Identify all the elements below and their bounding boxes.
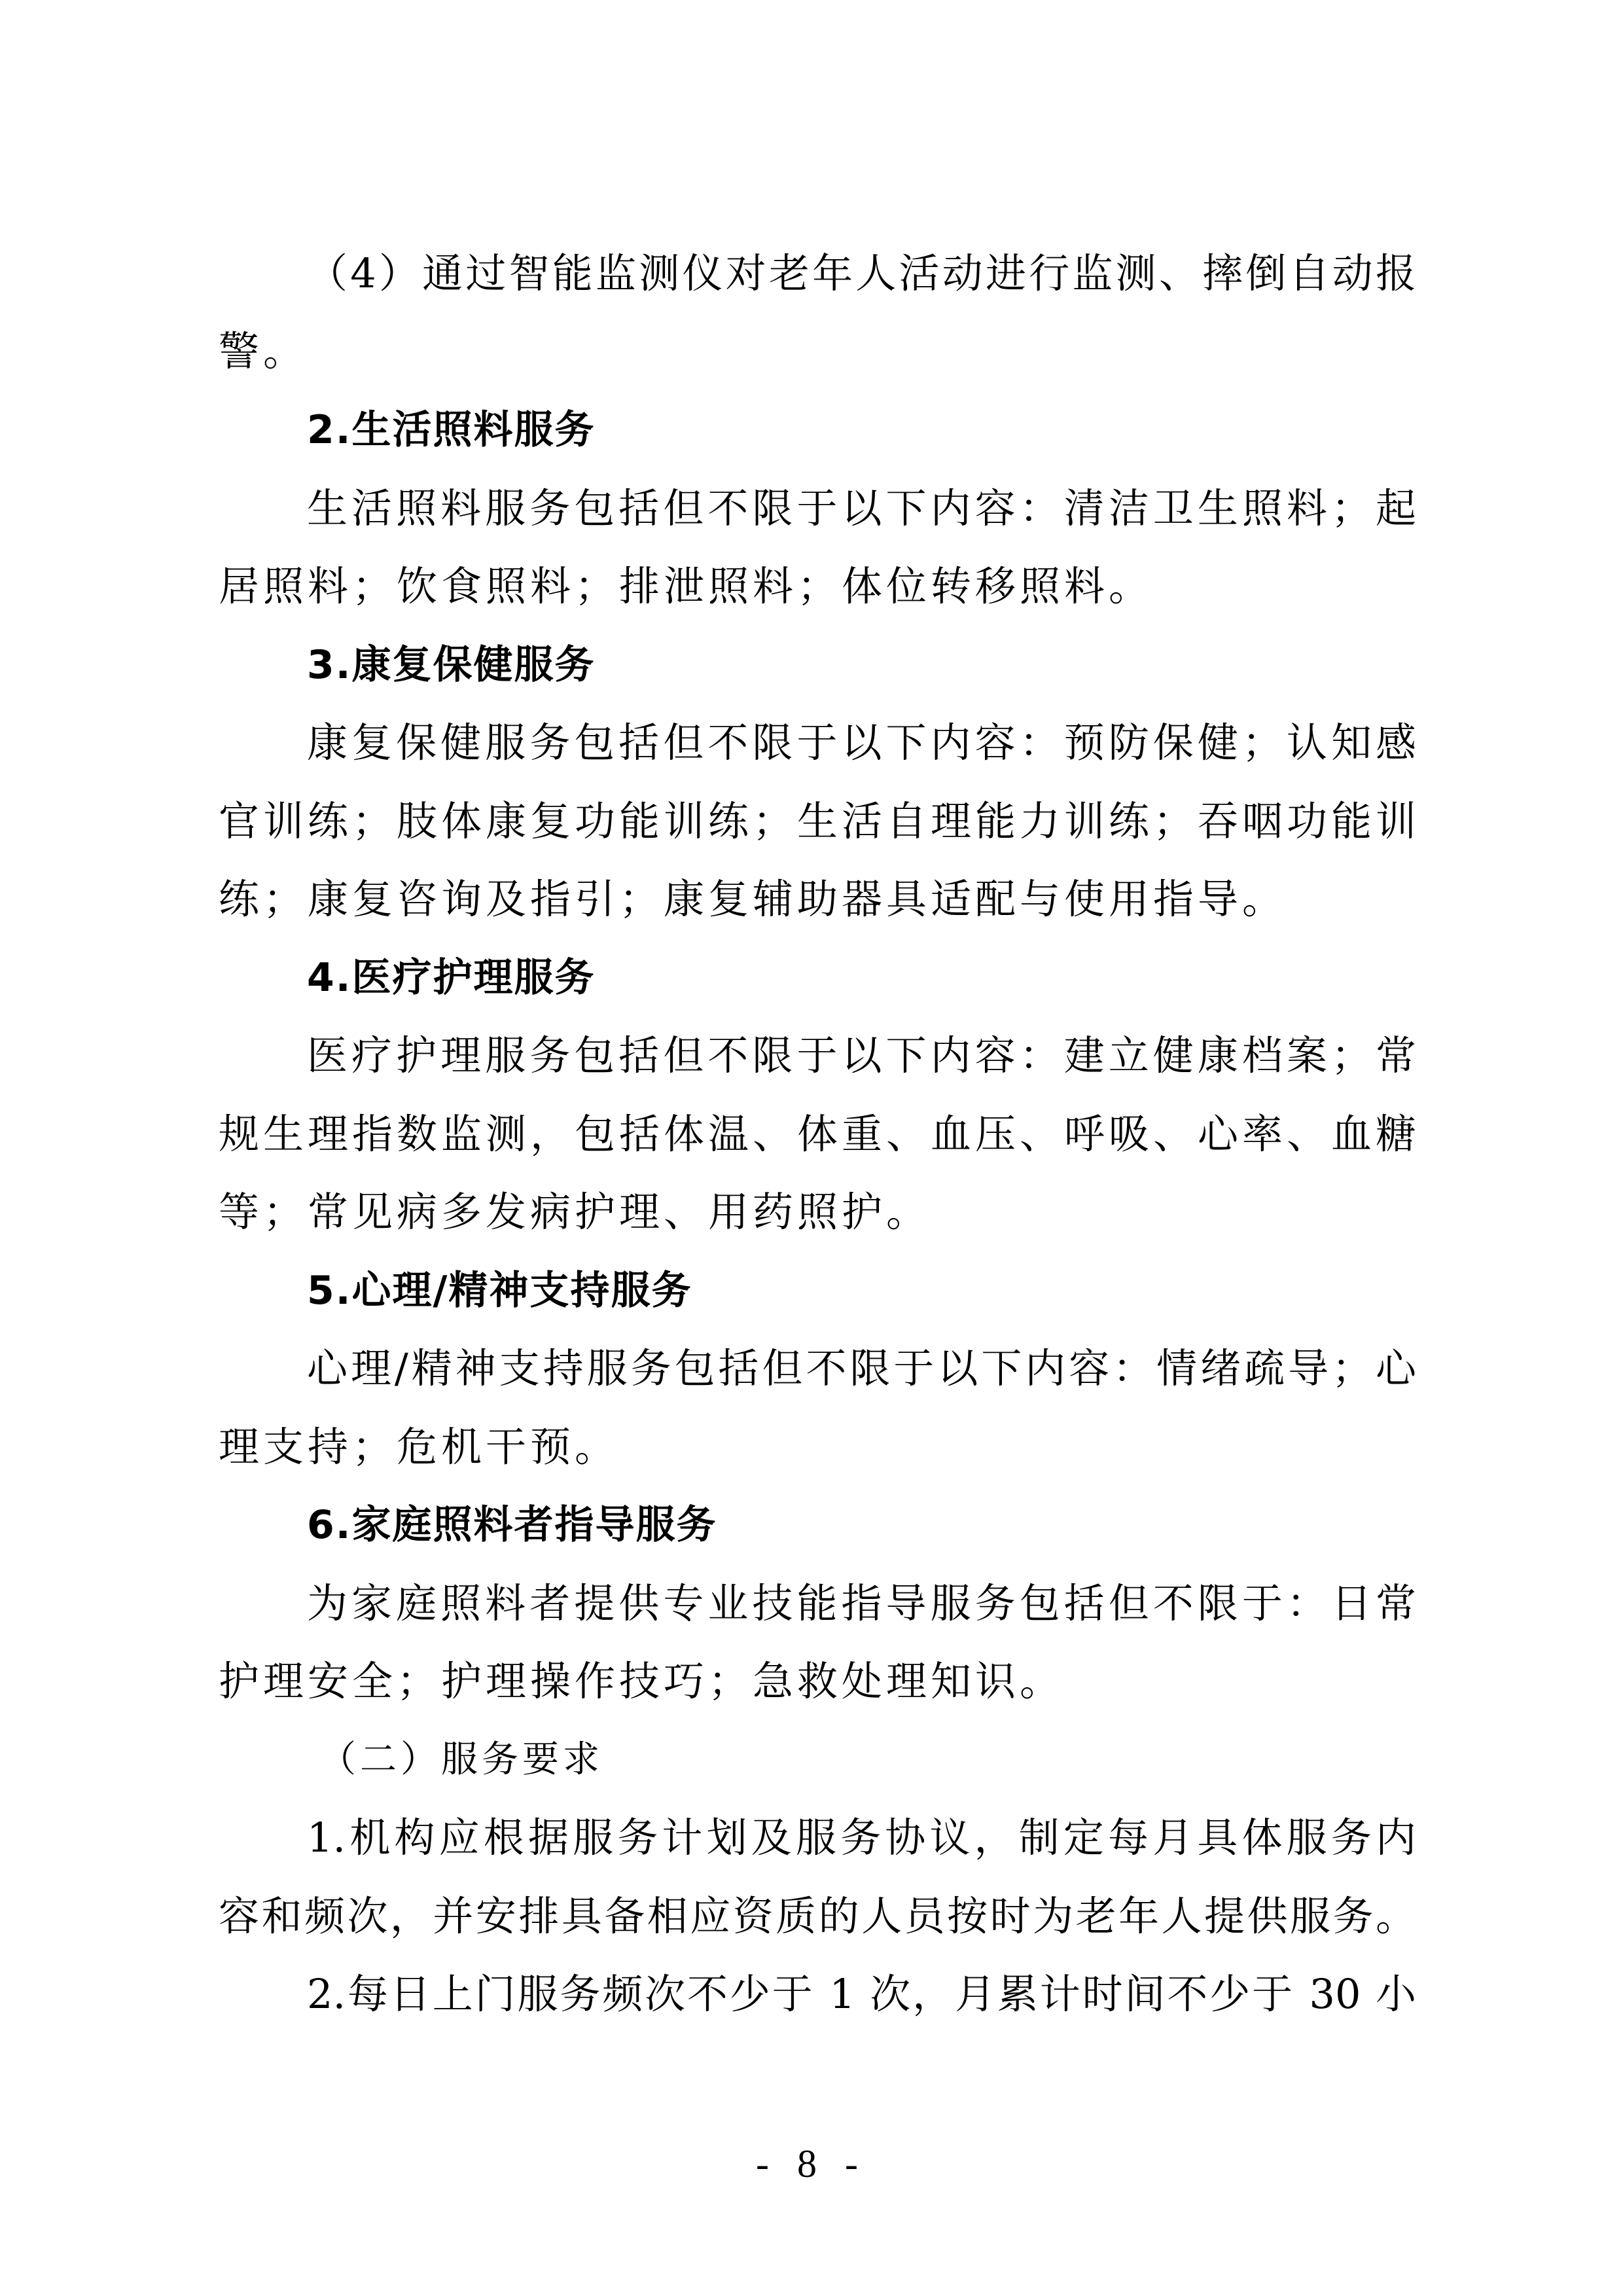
paragraph-line: 为家庭照料者提供专业技能指导服务包括但不限于：日常 [307, 1579, 1416, 1627]
paragraph-line: （4）通过智能监测仪对老年人活动进行监测、摔倒自动报 [307, 249, 1416, 297]
paragraph-line: 容和频次，并安排具备相应资质的人员按时为老年人提供服务。 [219, 1892, 1416, 1940]
section-heading-rehab: 3.康复保健服务 [307, 642, 596, 688]
section-heading-psychological: 5.心理/精神支持服务 [307, 1268, 692, 1314]
paragraph-line: 警。 [219, 327, 308, 375]
paragraph-line: 规生理指数监测，包括体温、体重、血压、呼吸、心率、血糖 [219, 1110, 1416, 1158]
paragraph-line: 康复保健服务包括但不限于以下内容：预防保健；认知感 [307, 719, 1416, 766]
paragraph-line: 2.每日上门服务频次不少于 1 次，月累计时间不少于 30 小 [307, 1970, 1416, 2018]
paragraph-line: 等；常见病多发病护理、用药照护。 [219, 1188, 931, 1236]
subsection-heading-requirements: （二）服务要求 [319, 1738, 603, 1781]
page-number: - 8 - [756, 2142, 867, 2185]
paragraph-line: 1.机构应根据服务计划及服务协议，制定每月具体服务内 [307, 1814, 1416, 1861]
paragraph-line: 理支持；危机干预。 [219, 1423, 620, 1471]
paragraph-line: 居照料；饮食照料；排泄照料；体位转移照料。 [219, 562, 1154, 610]
paragraph-line: 心理/精神支持服务包括但不限于以下内容：情绪疏导；心 [307, 1344, 1416, 1392]
section-heading-daily-care: 2.生活照料服务 [307, 407, 596, 453]
paragraph-line: 官训练；肢体康复功能训练；生活自理能力训练；吞咽功能训 [219, 797, 1416, 845]
section-heading-caregiver: 6.家庭照料者指导服务 [307, 1502, 717, 1548]
section-heading-medical: 4.医疗护理服务 [307, 955, 596, 1001]
paragraph-line: 练；康复咨询及指引；康复辅助器具适配与使用指导。 [219, 875, 1287, 923]
paragraph-line: 医疗护理服务包括但不限于以下内容：建立健康档案；常 [307, 1031, 1416, 1079]
paragraph-line: 护理安全；护理操作技巧；急救处理知识。 [219, 1657, 1065, 1705]
paragraph-line: 生活照料服务包括但不限于以下内容：清洁卫生照料；起 [307, 484, 1416, 532]
